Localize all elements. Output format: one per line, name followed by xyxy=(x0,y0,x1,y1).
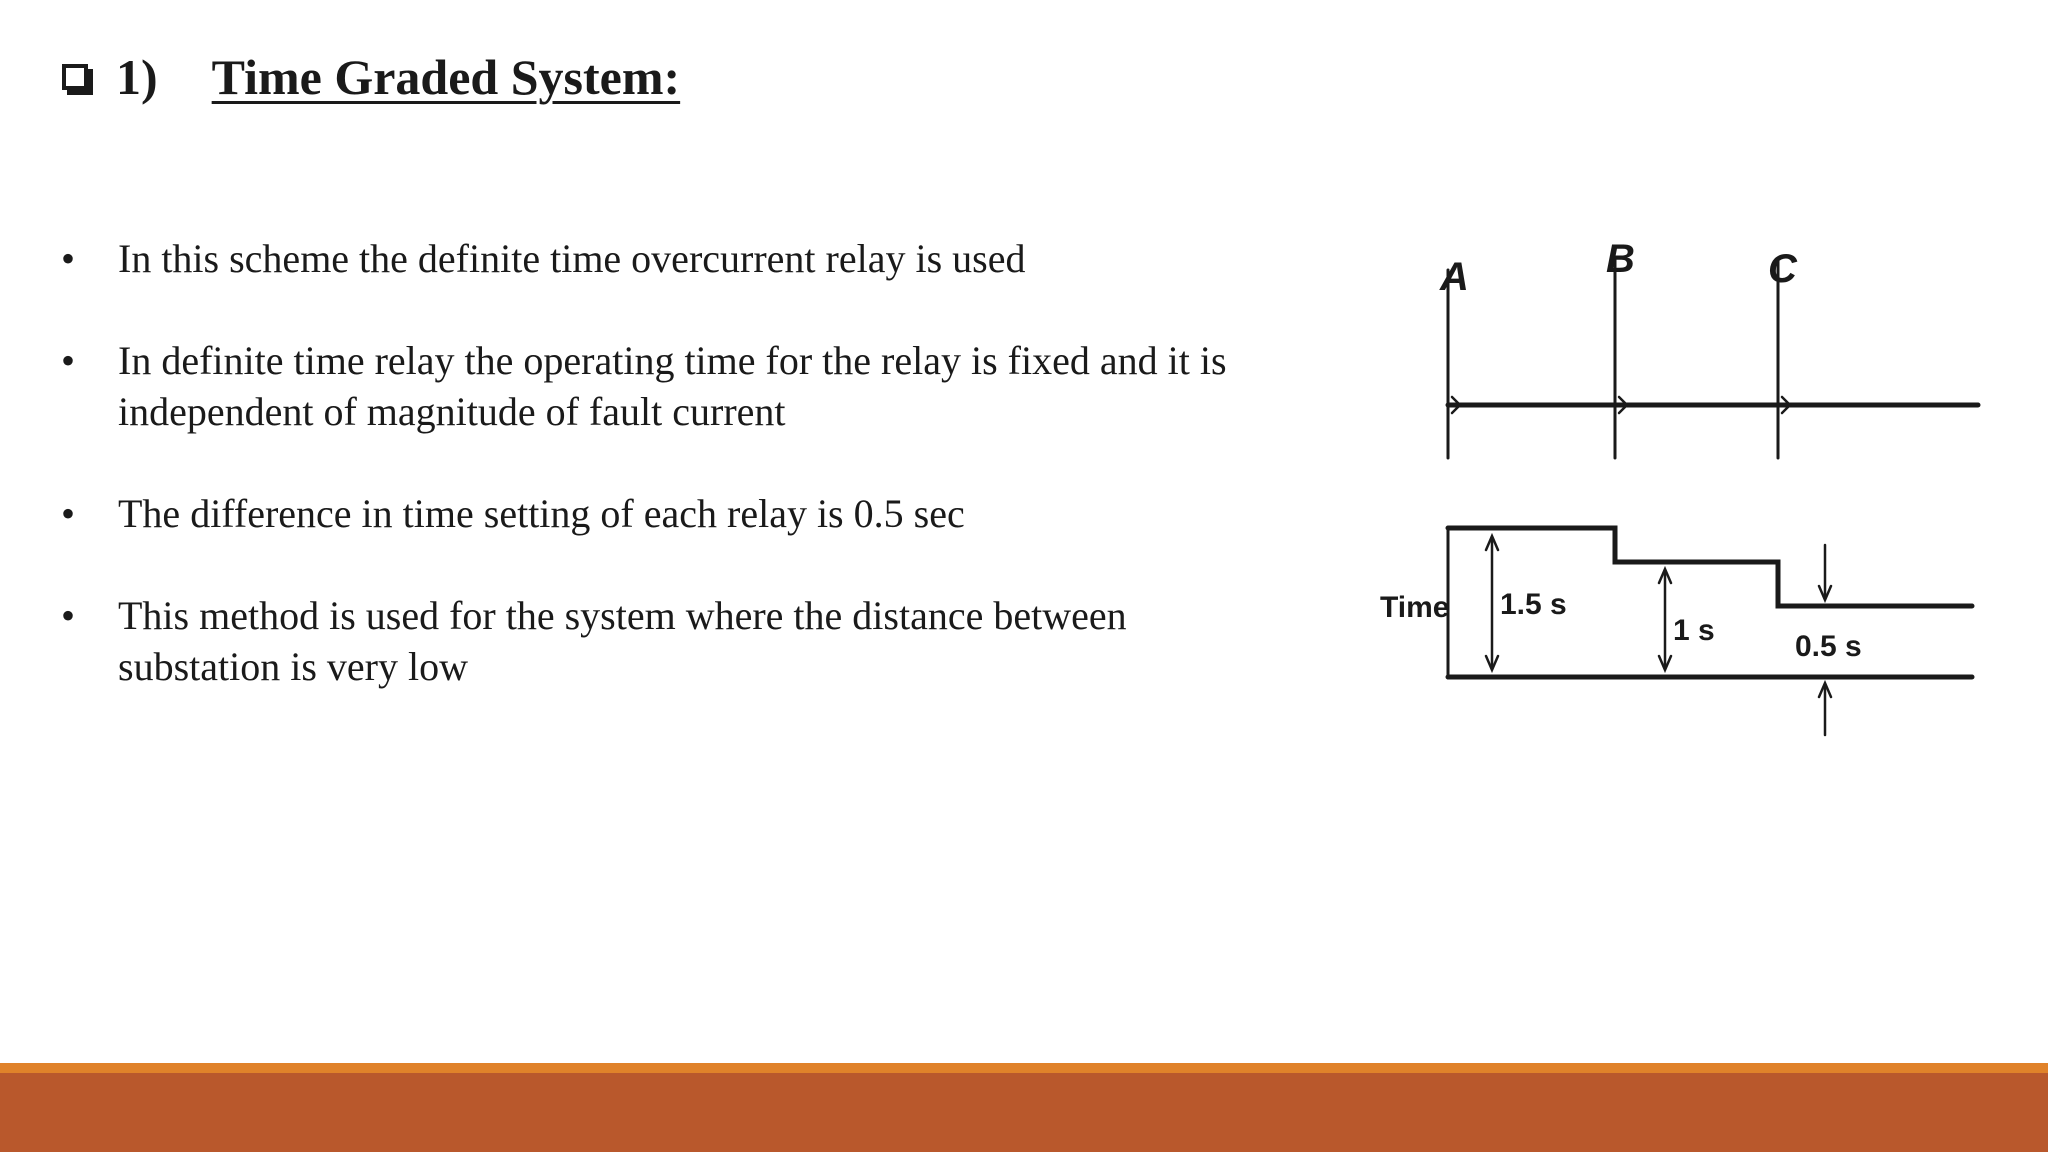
footer-accent-line xyxy=(0,1063,2048,1073)
bullet-list xyxy=(58,233,1288,743)
bullet-dot-icon: • xyxy=(60,593,75,638)
bullet-text: This method is used for the system where the distance between substation is very low xyxy=(118,593,1127,689)
bullet-text: In definite time relay the operating time for the relay is fixed and it is independent of magnitude of fault current xyxy=(118,338,1227,434)
slide-heading xyxy=(62,49,681,105)
bullet-item xyxy=(58,488,1288,539)
bullet-item xyxy=(58,590,1288,692)
bullet-dot-icon: • xyxy=(60,236,75,281)
bullet-dot-icon: • xyxy=(60,491,75,536)
time-label-a: 1.5 s xyxy=(1500,588,1567,621)
checkbox-bullet-icon xyxy=(62,64,88,90)
time-grading-diagram xyxy=(1370,190,1990,750)
bullet-dot-icon: • xyxy=(60,338,75,383)
bullet-item xyxy=(58,233,1288,284)
time-label-b: 1 s xyxy=(1673,614,1715,647)
time-label-c: 0.5 s xyxy=(1795,630,1862,663)
station-label-a: A xyxy=(1440,255,1469,299)
station-label-b: B xyxy=(1606,237,1635,281)
bullet-text: The difference in time setting of each relay is 0.5 sec xyxy=(118,491,965,536)
bullet-text: In this scheme the definite time overcurrent relay is used xyxy=(118,236,1026,281)
station-label-c: C xyxy=(1768,247,1797,291)
time-axis-label: Time xyxy=(1380,591,1450,624)
footer-bar xyxy=(0,1063,2048,1152)
heading-number: 1) xyxy=(116,49,158,105)
bullet-item xyxy=(58,335,1288,437)
heading-title: Time Graded System: xyxy=(211,49,681,105)
